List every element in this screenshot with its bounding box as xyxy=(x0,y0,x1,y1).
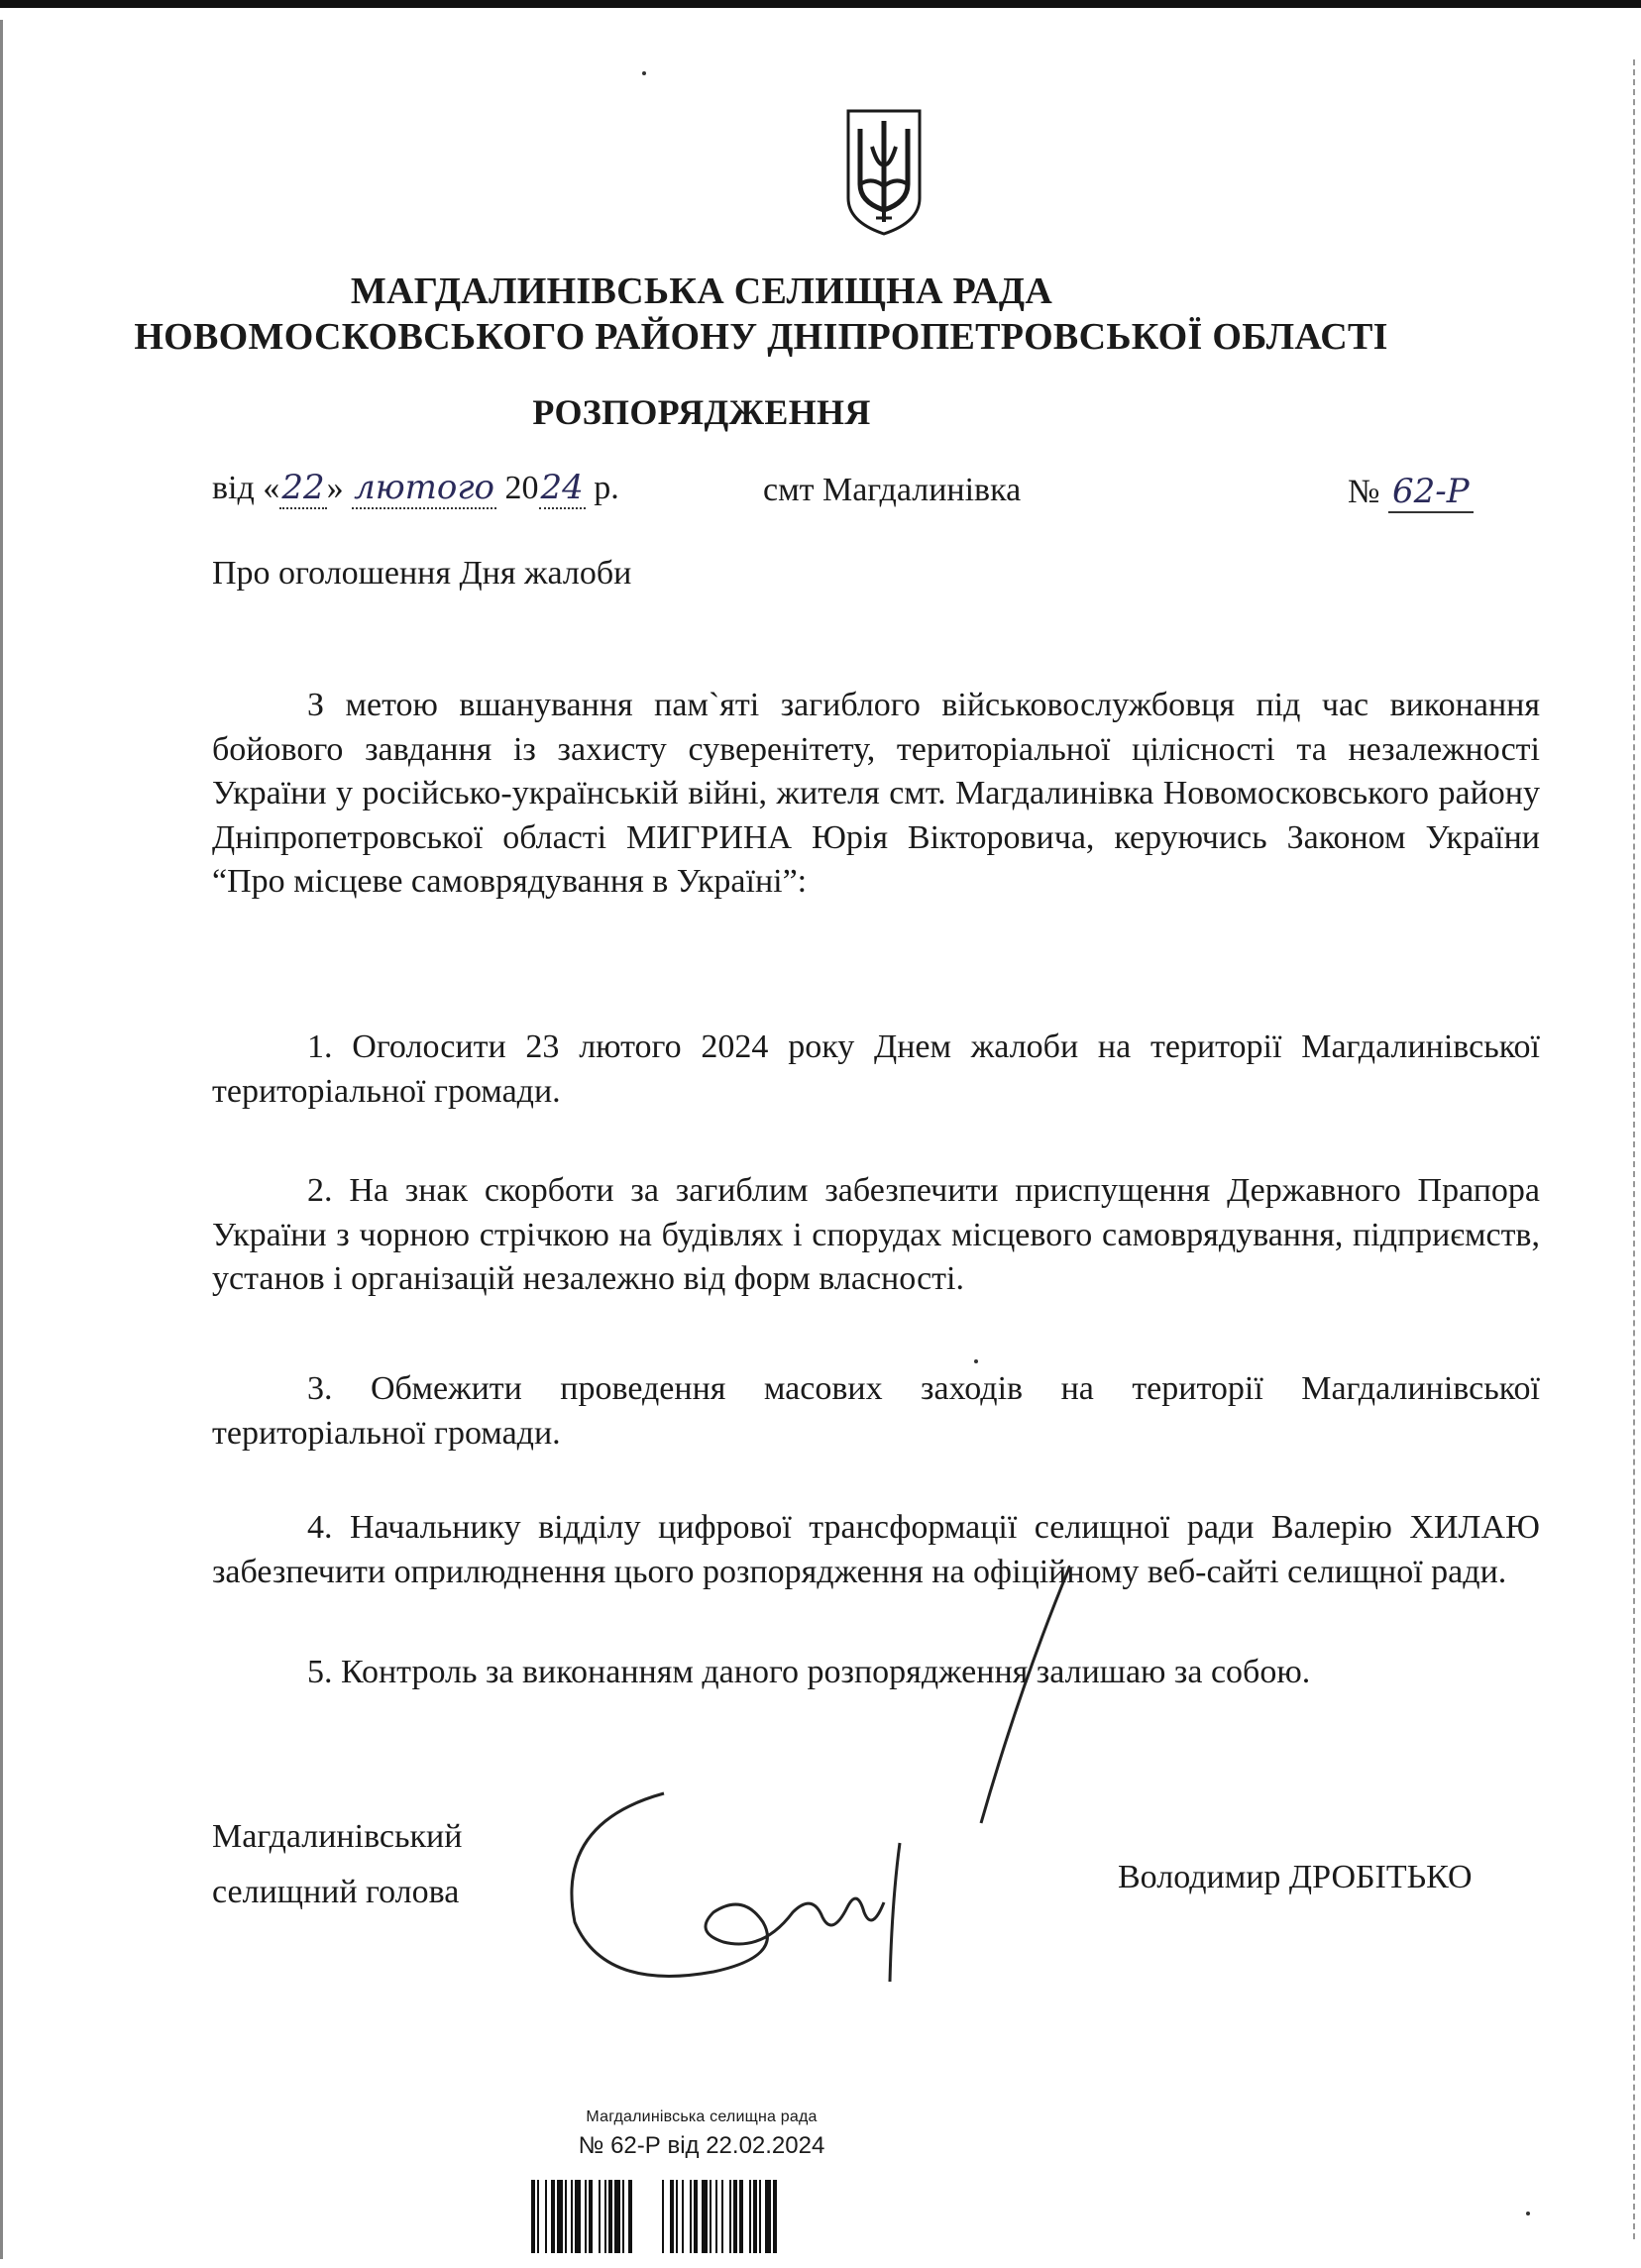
item-4-paragraph: 4. Начальнику відділу цифрової трансформації селищної ради Валерію ХИЛАЮ забезпечити оприлюднення цього розпорядження на офіційному веб-сайті селищної ради. xyxy=(212,1509,1540,1590)
barcode-bar xyxy=(545,2180,547,2253)
signatory-name: Володимир ДРОБІТЬКО xyxy=(1118,1859,1473,1895)
date-separator: » xyxy=(326,470,353,506)
date-year-prefix: 20 xyxy=(496,470,539,506)
preamble-paragraph: З метою вшанування пам`яті загиблого військовослужбовця під час виконання бойового завдання із захисту суверенітету, територіальної цілісності та незалежності України у російсько-українській війні, жителя смт. Магдалинівка Новомосковського району Дніпропетровської області МИГРИНА Юрія Вікторовича, керуючись Законом України “Про місцеве самоврядування в Україні”: xyxy=(212,687,1540,900)
barcode-bar xyxy=(585,2180,587,2253)
position-line-2: селищний голова xyxy=(212,1874,460,1910)
district-title: НОВОМОСКОВСЬКОГО РАЙОНУ ДНІПРОПЕТРОВСЬКОЇ ОБЛАСТІ xyxy=(134,316,1388,358)
barcode-bar xyxy=(599,2180,601,2253)
item-5-paragraph: 5. Контроль за виконанням даного розпорядження залишаю за собою. xyxy=(307,1654,1311,1690)
barcode-bar xyxy=(575,2180,581,2253)
signatory-position xyxy=(212,1809,462,1920)
barcode-bar xyxy=(739,2180,743,2253)
stamp-organization: Магдалинівська селищна рада xyxy=(586,2108,818,2125)
barcode-bar xyxy=(589,2180,593,2253)
barcode-bar xyxy=(733,2180,737,2253)
barcode-bar xyxy=(765,2180,771,2253)
scan-speck xyxy=(1526,2212,1530,2215)
number-prefix: № xyxy=(1348,474,1388,510)
council-title: МАГДАЛИНІВСЬКА СЕЛИЩНА РАДА xyxy=(350,270,1053,312)
barcode-bar xyxy=(565,2180,567,2253)
date-suffix: р. xyxy=(585,470,619,506)
date-day-handwritten: 22 xyxy=(281,468,325,507)
scan-speck xyxy=(974,1359,978,1363)
barcode-bar xyxy=(702,2180,708,2253)
date-prefix: від « xyxy=(212,470,280,506)
date-month-handwritten: лютого xyxy=(354,468,495,507)
document-barcode xyxy=(511,2176,908,2257)
barcode-bar xyxy=(608,2180,612,2253)
document-subject: Про оголошення Дня жалоби xyxy=(212,555,632,592)
ukraine-trident-emblem-icon xyxy=(842,107,926,238)
barcode-bar xyxy=(773,2180,777,2253)
barcode-bar xyxy=(537,2180,539,2253)
barcode-bar xyxy=(614,2180,620,2253)
barcode-bar xyxy=(670,2180,674,2253)
barcode-bar xyxy=(557,2180,563,2253)
barcode-bar xyxy=(710,2180,711,2253)
barcode-bar xyxy=(571,2180,573,2253)
document-date xyxy=(212,468,619,507)
number-value-handwritten: 62-Р xyxy=(1388,472,1474,513)
scan-edge-top xyxy=(0,0,1641,8)
scan-speck xyxy=(642,71,646,75)
barcode-bar xyxy=(729,2180,731,2253)
barcode-bar xyxy=(690,2180,692,2253)
date-year-handwritten: 24 xyxy=(540,468,584,507)
scan-edge-right xyxy=(1630,59,1635,2239)
stamp-registration-number: № 62-Р від 22.02.2024 xyxy=(578,2132,825,2159)
barcode-bar xyxy=(662,2180,664,2253)
barcode-bar xyxy=(694,2180,698,2253)
handwritten-signature xyxy=(515,1566,1070,2021)
document-place: смт Магдалинівка xyxy=(763,472,1022,508)
barcode-bar xyxy=(682,2180,684,2253)
barcode-bar xyxy=(628,2180,632,2253)
barcode-bar xyxy=(759,2180,761,2253)
barcode-bar xyxy=(604,2180,606,2253)
barcode-bar xyxy=(721,2180,723,2253)
registration-stamp xyxy=(543,2108,860,2160)
item-1-paragraph: 1. Оголосити 23 лютого 2024 року Днем жалоби на території Магдалинівської територіальної громади. xyxy=(212,1028,1540,1110)
barcode-bar xyxy=(531,2180,535,2253)
barcode-bar xyxy=(676,2180,678,2253)
barcode-bar xyxy=(753,2180,757,2253)
item-2-paragraph: 2. На знак скорботи за загиблим забезпечити приспущення Державного Прапора України з чорною стрічкою на будівлях і спорудах місцевого самоврядування, підприємств, установ і організацій незалежно від форм власності. xyxy=(212,1172,1540,1297)
document-type-title: РОЗПОРЯДЖЕННЯ xyxy=(532,392,871,432)
barcode-bar xyxy=(622,2180,624,2253)
document-number xyxy=(1348,472,1474,511)
barcode-bar xyxy=(749,2180,751,2253)
position-line-1: Магдалинівський xyxy=(212,1818,463,1855)
item-3-paragraph: 3. Обмежити проведення масових заходів на території Магдалинівської територіальної громади. xyxy=(212,1370,1540,1452)
barcode-bar xyxy=(551,2180,555,2253)
barcode-bar xyxy=(715,2180,717,2253)
